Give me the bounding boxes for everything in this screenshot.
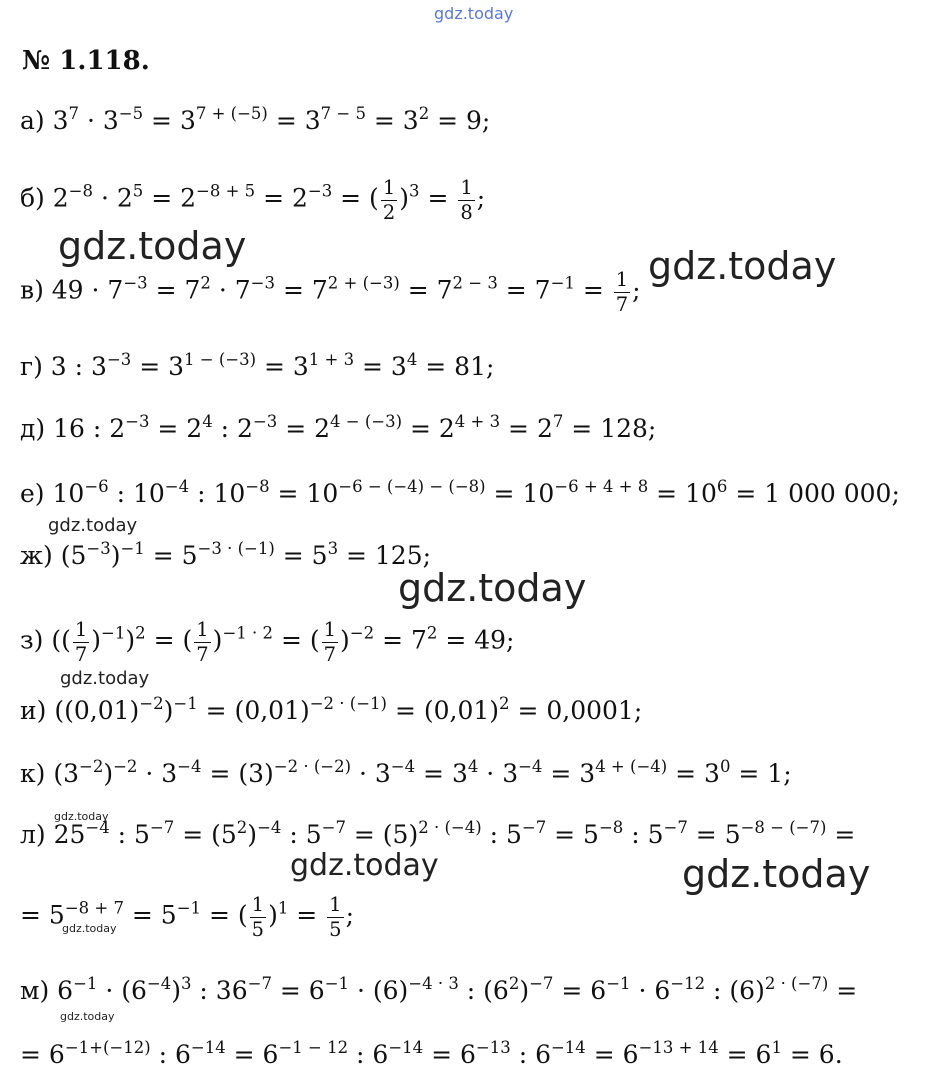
problem-title: № 1.118. — [22, 46, 150, 76]
fraction: $\frac{1}{7}$ — [74, 618, 88, 666]
solution-line-l-cont: = $5^{-8 + 7} = 5^{-1}$ = ( $\frac{1}{5}$ )$^1$ = $\frac{1}{5}$ ; — [20, 893, 355, 941]
fraction: $\frac{1}{8}$ — [460, 176, 473, 224]
item-label-zh: ж) — [20, 541, 53, 570]
watermark: gdz.today — [60, 668, 150, 689]
solution-line-i: и) $((0,01)^{-2})^{-1} = (0,01)^{-2 \cdot (-1)} = (0,01)^2 = 0,0001$; — [20, 693, 643, 725]
watermark: gdz.today — [58, 224, 247, 268]
watermark: gdz.today — [290, 848, 439, 883]
item-label-i: и) — [20, 696, 47, 725]
solution-line-zh: ж) $(5^{-3})^{-1} = 5^{-3 \cdot (-1)} = 5^3 = 125$; — [20, 538, 432, 570]
solution-line-z: з) (( $\frac{1}{7}$ )$^{-1}$)$^2$ = ( $\frac{1}{7}$ )$^{-1 \cdot 2}$ = ( $\frac{1}{7}$ )$^{-2} = 7^2 = 49$; — [20, 618, 515, 666]
solution-line-v: в) $49 \cdot 7^{-3} = 7^2 \cdot 7^{-3} = 7^{2 + (-3)} = 7^{2 - 3} = 7^{-1}$ = $\frac{1}{7}$ ; — [20, 268, 641, 316]
watermark: gdz.today — [648, 244, 837, 288]
fraction: $\frac{1}{5}$ — [251, 893, 265, 941]
solution-line-e: е) $10^{-6}$ : $10^{-4}$ : $10^{-8} = 10^{-6 - (-4) - (-8)} = 10^{-6 + 4 + 8} = 10^6 = 1$ 000 000; — [20, 476, 900, 508]
fraction: $\frac{1}{5}$ — [329, 893, 342, 941]
item-label-e: е) — [20, 479, 45, 508]
watermark: gdz.today — [62, 922, 117, 935]
watermark: gdz.today — [48, 515, 138, 536]
solution-line-b: б) $2^{-8} \cdot 2^5 = 2^{-8 + 5} = 2^{-3}$ = ( $\frac{1}{2}$ )$^3$ = $\frac{1}{8}$ ; — [20, 176, 486, 224]
item-label-a: а) — [20, 106, 45, 135]
solution-line-l: л) $25^{-4}$ : $5^{-7} = (5^2)^{-4}$ : $5^{-7} = (5)^{2 \cdot (-4)}$ : $5^{-7} = 5^{-8}$ : $5^{-7} = 5^{-8 - (-7)}$ = — [20, 817, 856, 849]
item-label-g: г) — [20, 352, 43, 381]
watermark: gdz.today — [398, 566, 587, 610]
watermark: gdz.today — [60, 1010, 115, 1023]
item-label-l: л) — [20, 820, 46, 849]
fraction: $\frac{1}{7}$ — [323, 618, 337, 666]
item-label-v: в) — [20, 275, 44, 305]
item-label-m: м) — [20, 976, 50, 1005]
solution-line-m-cont: = $6^{-1+(-12)}$ : $6^{-14} = 6^{-1 - 12}$ : $6^{-14} = 6^{-13}$ : $6^{-14} = 6^{-13 + 14} = 6^1 = 6$. — [20, 1037, 843, 1069]
watermark: gdz.today — [54, 810, 109, 823]
solution-line-d: д) 16 : $2^{-3} = 2^4$ : $2^{-3} = 2^{4 - (-3)} = 2^{4 + 3} = 2^7 = 128$; — [20, 411, 657, 443]
fraction: $\frac{1}{7}$ — [615, 268, 629, 316]
solution-line-m: м) $6^{-1} \cdot (6^{-4})^3$ : $36^{-7} = 6^{-1} \cdot (6)^{-4 \cdot 3}$ : $(6^2)^{-7} = 6^{-1} \cdot 6^{-12}$ : $(6)^{2 \cdot (-7)}$ = — [20, 973, 858, 1005]
solution-line-a: а) $3^7 \cdot 3^{-5} = 3^{7 + (-5)} = 3^{7 - 5} = 3^2 = 9$; — [20, 103, 491, 135]
item-label-k: к) — [20, 759, 46, 788]
watermark: gdz.today — [682, 852, 871, 896]
solution-line-k: к) $(3^{-2})^{-2} \cdot 3^{-4} = (3)^{-2 \cdot (-2)} \cdot 3^{-4} = 3^4 \cdot 3^{-4} = 3^{4 + (-4)} = 3^0 = 1$; — [20, 756, 792, 788]
watermark-top: gdz.today — [434, 4, 514, 23]
item-label-z: з) — [20, 625, 44, 655]
item-label-b: б) — [20, 183, 45, 213]
item-label-d: д) — [20, 414, 46, 443]
fraction: $\frac{1}{7}$ — [196, 618, 209, 666]
fraction: $\frac{1}{2}$ — [382, 176, 396, 224]
solution-line-g: г) 3 : $3^{-3} = 3^{1 - (-3)} = 3^{1 + 3} = 3^4 = 81$; — [20, 349, 495, 381]
